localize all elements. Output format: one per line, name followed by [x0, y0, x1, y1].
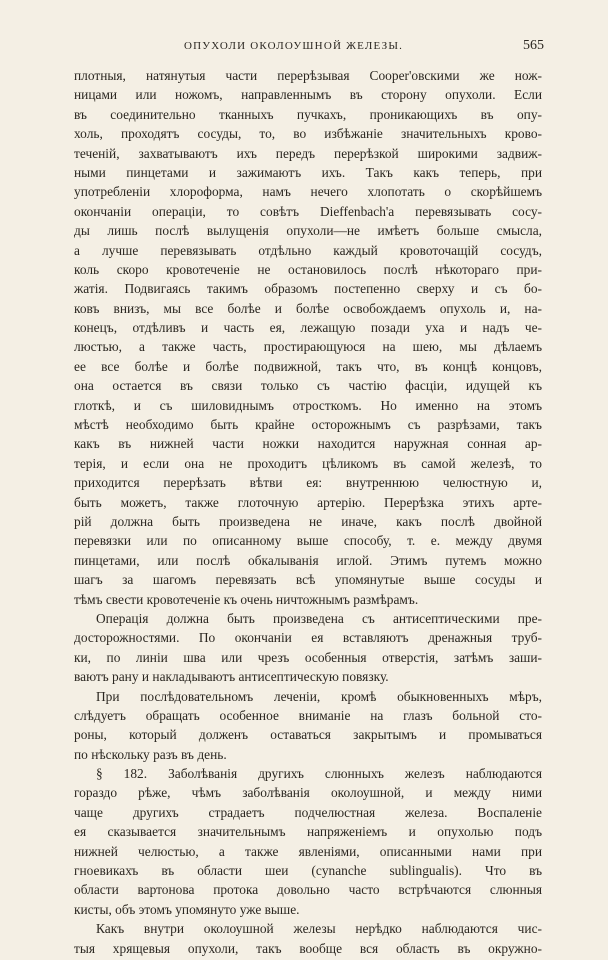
paragraph [74, 919, 542, 958]
text-line: кисты, объ этомъ упомянуто уже выше. [74, 901, 300, 917]
text-line: Операція должна быть произведена съ антисептическими пре- [96, 610, 542, 626]
text-line: жатія. Подвигаясь такимъ образомъ постепенно сверху и съ бо- [74, 281, 542, 297]
text-line: конецъ, отдѣливъ и часть ея, лежащую позади уха и надъ че- [74, 320, 542, 336]
text-line: тѣмъ свести кровотеченіе къ очень ничтожнымъ размѣрамъ. [74, 591, 419, 607]
text-line: области вартонова протока довольно часто встрѣчаются слюнныя [74, 882, 542, 898]
text-line: приходится перерѣзать вѣтви ея: внутреннюю челюстную и, [74, 475, 542, 491]
text-line: ки, по линіи шва или чрезъ особенныя отверстія, затѣмъ заши- [74, 649, 542, 665]
paragraph [74, 687, 542, 765]
text-line: ея сказывается значительнымъ напряженіемъ и опухолью подъ [74, 824, 542, 840]
running-title: ОПУХОЛИ ОКОЛОУШНОЙ ЖЕЛЕЗЫ. [184, 40, 404, 52]
text-line: перевязки или по описанному выше способу, т. е. между двумя [74, 533, 542, 549]
text-line: гораздо рѣже, чѣмъ заболѣванія околоушной, и между ними [74, 785, 542, 801]
paragraph [74, 609, 542, 687]
text-line: употребленіи хлороформа, намъ нечего хлопотать о скорѣйшемъ [74, 184, 542, 200]
text-line: въ соединительно тканныхъ пучкахъ, проникающихъ въ опу- [74, 106, 542, 122]
text-line: рій должна быть произведена не иначе, какъ послѣ двойной [74, 513, 542, 529]
paragraph [74, 764, 542, 919]
text-line: ковъ внизъ, мы все болѣе и болѣе освобождаемъ опухоль и, на- [74, 300, 542, 316]
text-line: коль скоро кровотеченіе не остановилось послѣ нѣкотораго при- [74, 261, 542, 277]
text-line: плотныя, натянутыя части перерѣзывая Cooper'овскими же нож- [74, 68, 542, 83]
text-line: быть можетъ, также глоточную артерію. Перерѣзка этихъ арте- [74, 494, 542, 510]
paragraph [74, 66, 542, 609]
text-line: окончаніи операціи, то совѣтъ Dieffenbach'а перевязывать сосу- [74, 203, 542, 219]
text-line: § 182. Заболѣванія другихъ слюнныхъ железъ наблюдаются [96, 766, 542, 782]
text-line: чаще другихъ страдаетъ подчелюстная железа. Воспаленіе [74, 804, 542, 820]
text-line: холь, проходятъ сосуды, то, во избѣжаніе значительныхъ крово- [74, 126, 542, 142]
text-line: Какъ внутри околоушной железы нерѣдко наблюдаются чис- [96, 921, 542, 937]
text-line: она остается въ связи только съ частію фасціи, идущей къ [74, 378, 542, 394]
text-line: ницами или ножомъ, направленнымъ въ сторону опухоли. Если [74, 87, 542, 103]
text-line: ды лишь послѣ вылущенія опухоли—не имѣетъ больше смысла, [74, 223, 542, 239]
text-line: ее все болѣе и болѣе подвижной, такъ что, въ концѣ концовъ, [74, 358, 542, 374]
text-line: какъ въ нижней части ножки находится наружная сонная ар- [74, 436, 542, 452]
text-line: шагъ за шагомъ перевязать всѣ упомянутые выше сосуды и [74, 572, 542, 588]
text-line: люстью, а также часть, простирающуюся на шею, мы дѣлаемъ [74, 339, 542, 355]
text-line: При послѣдовательномъ леченіи, кромѣ обыкновенныхъ мѣръ, [96, 688, 542, 704]
text-line: глоткѣ, и съ шиловиднымъ отросткомъ. Но именно на этомъ [74, 397, 542, 413]
text-line: гноевикахъ въ области шеи (cynanche sublingualis). Что въ [74, 863, 542, 879]
text-line: досторожностями. По окончаніи ея вставляютъ дренажныя труб- [74, 630, 542, 646]
text-line: терія, и если она не проходитъ цѣликомъ въ самой железѣ, то [74, 455, 542, 471]
text-line: по нѣскольку разъ въ день. [74, 746, 227, 762]
body-text [74, 66, 542, 958]
text-line: ными пинцетами и зажимаютъ ихъ. Такъ какъ теперь, при [74, 164, 542, 180]
text-line: а лучше перевязывать отдѣльно каждый кровоточащій сосудъ, [74, 242, 542, 258]
page-header [74, 40, 544, 56]
text-line: ваютъ рану и накладываютъ антисептическую повязку. [74, 669, 389, 685]
text-line: нижней челюстью, а также явленіями, описанными нами при [74, 843, 542, 859]
text-line: пинцетами, или послѣ обкалыванія иглой. Этимъ путемъ можно [74, 552, 542, 568]
text-line: мѣстѣ необходимо быть крайне осторожнымъ съ разрѣзами, такъ [74, 417, 542, 433]
text-line: слѣдуетъ обращать особенное вниманіе на глазъ больной сто- [74, 707, 542, 723]
page-number: 565 [523, 38, 544, 53]
text-line: тыя хрящевыя опухоли, такъ вообще вся область въ окружно- [74, 940, 542, 956]
text-line: роны, который долженъ оставаться закрытымъ и промываться [74, 727, 542, 743]
text-line: теченій, захватываютъ ихъ передъ перерѣзкой широкими задвиж- [74, 145, 542, 161]
